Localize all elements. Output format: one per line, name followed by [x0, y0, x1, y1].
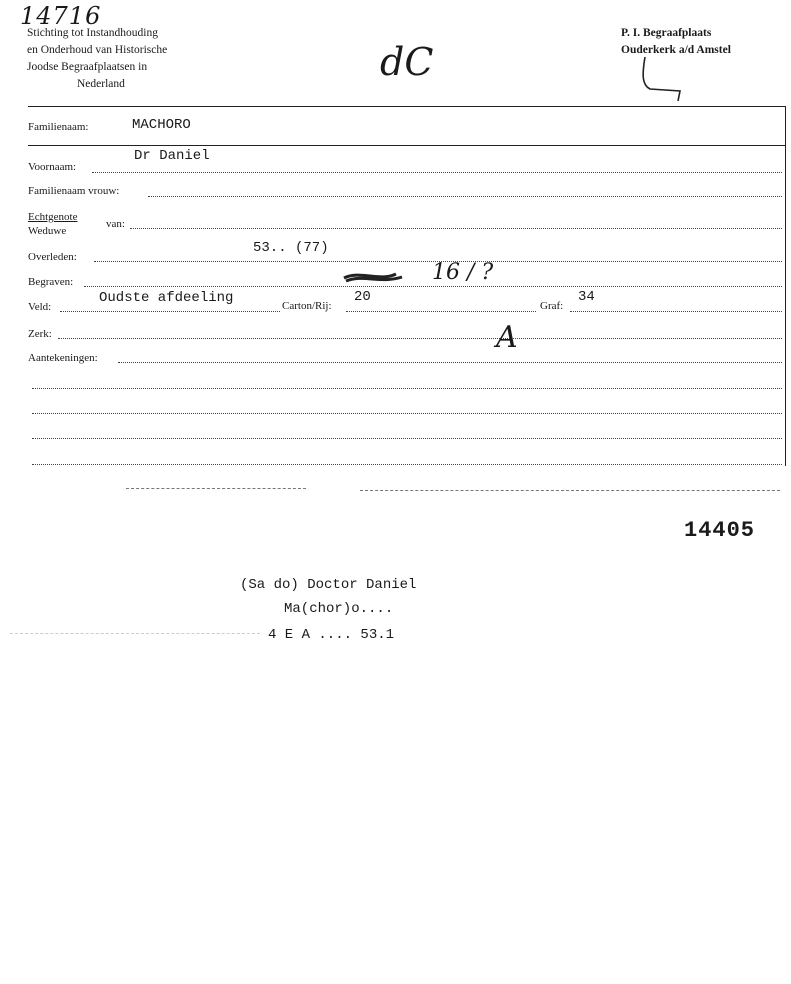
zerk-line — [58, 338, 782, 339]
begraven-line — [84, 286, 782, 287]
org-line-2: en Onderhoud van Historische — [27, 44, 168, 56]
carton-line — [346, 311, 536, 312]
notes-line-1 — [32, 388, 782, 389]
place-line-1: P. I. Begraafplaats — [621, 27, 712, 39]
place-line-2: Ouderkerk a/d Amstel — [621, 44, 731, 56]
overleden-value: 53.. (77) — [253, 240, 329, 256]
transcription-line-1: (Sa do) Doctor Daniel — [240, 577, 417, 593]
transcription-line-3: 4 E A .... 53.1 — [268, 627, 395, 643]
handwritten-bracket — [630, 55, 690, 105]
carton-label: Carton/Rij: — [282, 300, 332, 312]
voornaam-line — [92, 172, 782, 173]
handwritten-mark: dC — [380, 40, 434, 84]
transcription-line-2: Ma(chor)o.... — [284, 601, 394, 617]
carton-value: 20 — [354, 289, 371, 305]
cemetery-place-block — [621, 25, 731, 59]
van-line — [130, 228, 782, 229]
card-edge-dash-right — [360, 490, 780, 491]
voornaam-value: Dr Daniel — [134, 148, 210, 164]
scan-speckle-line — [10, 633, 260, 634]
right-border — [785, 106, 786, 466]
begraven-label: Begraven: — [28, 276, 74, 288]
voornaam-label: Voornaam: — [28, 161, 77, 173]
scribble-strikeout-icon — [340, 268, 420, 286]
handwritten-card-number: 14716 — [20, 2, 102, 30]
card-edge-dash-left — [126, 488, 306, 489]
stamp-number: 14405 — [684, 518, 756, 543]
begraven-value: 16 / ? — [432, 260, 494, 285]
veld-value: Oudste afdeeling — [99, 290, 234, 306]
van-label: van: — [106, 218, 125, 230]
notes-line-4 — [32, 464, 782, 465]
org-line-4: Nederland — [77, 78, 125, 90]
aantekeningen-line — [118, 362, 782, 363]
familienaam-label: Familienaam: — [28, 121, 89, 133]
header-rule — [28, 106, 786, 107]
familienaam-vrouw-label: Familienaam vrouw: — [28, 185, 120, 197]
aantekeningen-label: Aantekeningen: — [28, 352, 98, 364]
familienaam-vrouw-line — [148, 196, 782, 197]
org-name-block — [27, 25, 167, 93]
graf-label: Graf: — [540, 300, 564, 312]
overleden-label: Overleden: — [28, 251, 77, 263]
notes-line-3 — [32, 438, 782, 439]
veld-line — [60, 311, 280, 312]
org-line-1: Stichting tot Instandhouding — [27, 27, 158, 39]
zerk-value: A — [496, 320, 518, 355]
echtgenote-label: Echtgenote — [28, 211, 78, 223]
veld-label: Veld: — [28, 301, 52, 313]
weduwe-label: Weduwe — [28, 225, 67, 237]
zerk-label: Zerk: — [28, 328, 52, 340]
familienaam-value: MACHORO — [132, 117, 191, 133]
familienaam-rule — [28, 145, 786, 146]
notes-line-2 — [32, 413, 782, 414]
graf-line — [570, 311, 782, 312]
org-line-3: Joodse Begraafplaatsen in — [27, 61, 148, 73]
graf-value: 34 — [578, 289, 595, 305]
